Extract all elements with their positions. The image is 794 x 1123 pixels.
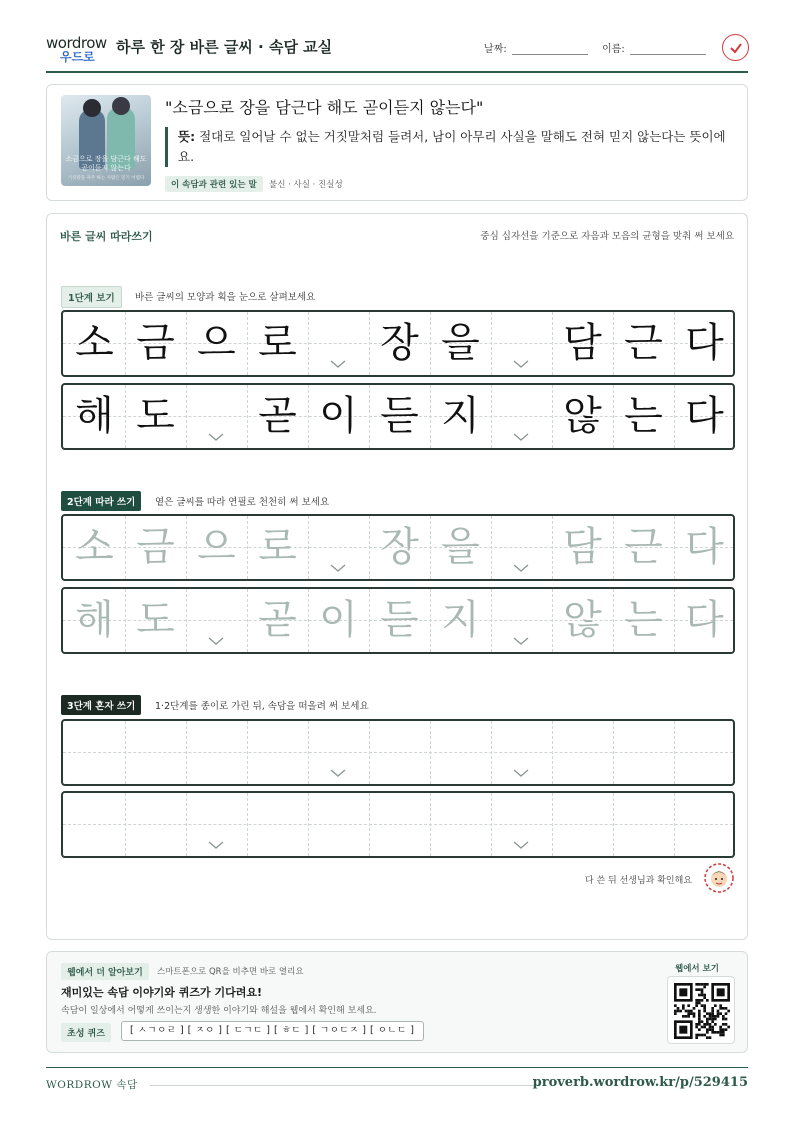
syllable: 이 — [319, 393, 358, 439]
cell-divider — [552, 793, 553, 856]
space-mark-icon — [208, 841, 224, 850]
cell-divider — [613, 721, 614, 784]
space-mark-icon — [513, 433, 529, 442]
footer-brand: WORDROW 속담 — [46, 1079, 138, 1091]
syllable: 곧 — [258, 393, 297, 439]
cell-divider — [491, 516, 492, 579]
syllable: 듣 — [380, 597, 419, 643]
meaning-label: 뜻: — [178, 129, 196, 144]
syllable: 장 — [380, 524, 419, 570]
space-mark-icon — [513, 769, 529, 778]
space-mark-icon — [513, 637, 529, 646]
space-mark-icon — [330, 769, 346, 778]
logo-text-top: wordrow — [46, 34, 107, 52]
cell-divider — [186, 385, 187, 448]
step1-row-2 — [61, 383, 735, 450]
step3-label: 3단계 혼자 쓰기 — [61, 695, 141, 715]
cell-divider — [491, 312, 492, 375]
illustration-caption: 소금으로 장을 담근다 해도 곧이듣지 않는다 — [65, 155, 147, 172]
syllable: 다 — [685, 320, 724, 366]
space-mark-icon — [208, 433, 224, 442]
syllable: 다 — [685, 597, 724, 643]
syllable: 곧 — [258, 597, 297, 643]
cell-divider — [491, 385, 492, 448]
guide-line — [63, 824, 733, 825]
qr-tip: 스마트폰으로 QR을 비추면 바로 열리요 — [157, 967, 304, 977]
page-footer — [46, 1067, 748, 1091]
step1-label: 1단계 보기 — [61, 286, 122, 308]
practice-hint: 중심 십자선을 기준으로 자음과 모음의 균형을 맞춰 써 보세요 — [480, 231, 734, 242]
illustration-subcaption: 거짓말을 자주 하는 사람은 믿기 어렵다 — [67, 176, 145, 181]
syllable: 을 — [441, 320, 480, 366]
name-field[interactable] — [630, 54, 706, 55]
cell-divider — [308, 793, 309, 856]
related-words-tag: 이 속담과 관련 있는 말 — [165, 176, 263, 192]
syllable: 이 — [319, 597, 358, 643]
step2-row-2[interactable] — [61, 587, 735, 654]
cell-divider — [125, 793, 126, 856]
cell-divider — [186, 721, 187, 784]
syllable: 담 — [563, 524, 602, 570]
web-more-tag: 웹에서 더 알아보기 — [61, 963, 149, 980]
cell-divider — [491, 793, 492, 856]
syllable: 을 — [441, 524, 480, 570]
syllable: 듣 — [380, 393, 419, 439]
footer-url[interactable]: proverb.wordrow.kr/p/529415 — [532, 1075, 748, 1090]
syllable: 으 — [197, 524, 236, 570]
cell-divider — [369, 721, 370, 784]
footer-divider — [150, 1085, 540, 1086]
cell-divider — [613, 793, 614, 856]
practice-panel — [46, 213, 748, 940]
space-mark-icon — [330, 564, 346, 573]
syllable: 않 — [563, 393, 602, 439]
wordrow-logo[interactable] — [46, 34, 110, 66]
syllable: 지 — [441, 597, 480, 643]
syllable: 으 — [197, 320, 236, 366]
syllable: 다 — [685, 524, 724, 570]
logo-text-bottom: 우드로 — [60, 50, 95, 64]
step2-label: 2단계 따라 쓰기 — [61, 491, 141, 511]
page-header — [46, 30, 748, 73]
meaning-text: 절대로 일어날 수 없는 거짓말처럼 들려서, 남이 아무리 사실을 말해도 전혀 믿지 않는다는 뜻이에요. — [178, 129, 726, 164]
cell-divider — [186, 793, 187, 856]
cell-divider — [186, 589, 187, 652]
syllable: 로 — [258, 524, 297, 570]
web-more-title: 재미있는 속담 이야기와 퀴즈가 기다려요! — [61, 986, 262, 999]
cell-divider — [491, 721, 492, 784]
syllable: 장 — [380, 320, 419, 366]
cell-divider — [430, 793, 431, 856]
step1-desc: 바른 글씨의 모양과 획을 눈으로 살펴보세요 — [135, 292, 316, 303]
space-mark-icon — [208, 637, 224, 646]
syllable: 담 — [563, 320, 602, 366]
syllable: 금 — [136, 320, 175, 366]
teacher-check-note: 다 쓴 뒤 선생님과 확인해요 — [584, 876, 692, 886]
guide-line — [63, 752, 733, 753]
syllable: 해 — [75, 597, 114, 643]
syllable: 소 — [75, 524, 114, 570]
syllable: 도 — [136, 597, 175, 643]
cell-divider — [369, 793, 370, 856]
web-more-subtitle: 속담이 일상에서 어떻게 쓰이는지 생생한 이야기와 해설을 웹에서 확인해 보세요. — [61, 1006, 377, 1016]
syllable: 해 — [75, 393, 114, 439]
space-mark-icon — [513, 564, 529, 573]
syllable: 는 — [624, 393, 663, 439]
cell-divider — [674, 793, 675, 856]
step2-row-1[interactable] — [61, 514, 735, 581]
qr-code-icon[interactable] — [667, 976, 735, 1044]
name-label: 이름: — [602, 44, 625, 55]
space-mark-icon — [330, 360, 346, 369]
cell-divider — [125, 721, 126, 784]
syllable: 금 — [136, 524, 175, 570]
date-field[interactable] — [512, 54, 588, 55]
proverb-quote: "소금으로 장을 담근다 해도 곧이듣지 않는다" — [165, 98, 484, 117]
cell-divider — [674, 721, 675, 784]
space-mark-icon — [513, 360, 529, 369]
proverb-card — [46, 84, 748, 201]
quiz-label: 초성 퀴즈 — [61, 1023, 111, 1042]
step2-desc: 옅은 글씨를 따라 연필로 천천히 써 보세요 — [155, 497, 330, 508]
cell-divider — [491, 589, 492, 652]
cell-divider — [308, 516, 309, 579]
page-title: 하루 한 장 바른 글씨 · 속담 교실 — [116, 38, 333, 56]
syllable: 소 — [75, 320, 114, 366]
syllable: 지 — [441, 393, 480, 439]
cell-divider — [430, 721, 431, 784]
cell-divider — [308, 312, 309, 375]
step1-row-1 — [61, 310, 735, 377]
cell-divider — [247, 721, 248, 784]
syllable: 근 — [624, 320, 663, 366]
syllable: 근 — [624, 524, 663, 570]
practice-title: 바른 글씨 따라쓰기 — [60, 230, 153, 243]
cell-divider — [247, 793, 248, 856]
step3-row-1[interactable] — [61, 719, 735, 786]
proverb-meaning — [165, 127, 735, 167]
check-stamp-icon — [722, 34, 749, 61]
space-mark-icon — [513, 841, 529, 850]
cell-divider — [308, 721, 309, 784]
related-words: 불신 · 사실 · 진실성 — [269, 180, 343, 190]
cell-divider — [552, 721, 553, 784]
qr-label: 웹에서 보기 — [675, 964, 720, 974]
teacher-stamp-icon — [703, 862, 735, 894]
syllable: 도 — [136, 393, 175, 439]
syllable: 로 — [258, 320, 297, 366]
date-label: 날짜: — [484, 44, 507, 55]
syllable: 않 — [563, 597, 602, 643]
chosung-quiz: [ ㅅㄱㅇㄹ ] [ ㅈㅇ ] [ ㄷㄱㄷ ] [ ㅎㄷ ] [ ㄱㅇㄷㅈ ] [ ㅇㄴㄷ ] — [121, 1021, 424, 1041]
syllable: 다 — [685, 393, 724, 439]
web-more-card — [46, 951, 748, 1053]
proverb-illustration — [61, 95, 151, 186]
step3-row-2[interactable] — [61, 791, 735, 858]
syllable: 는 — [624, 597, 663, 643]
step3-desc: 1·2단계를 종이로 가린 뒤, 속담을 떠올려 써 보세요 — [155, 701, 369, 712]
